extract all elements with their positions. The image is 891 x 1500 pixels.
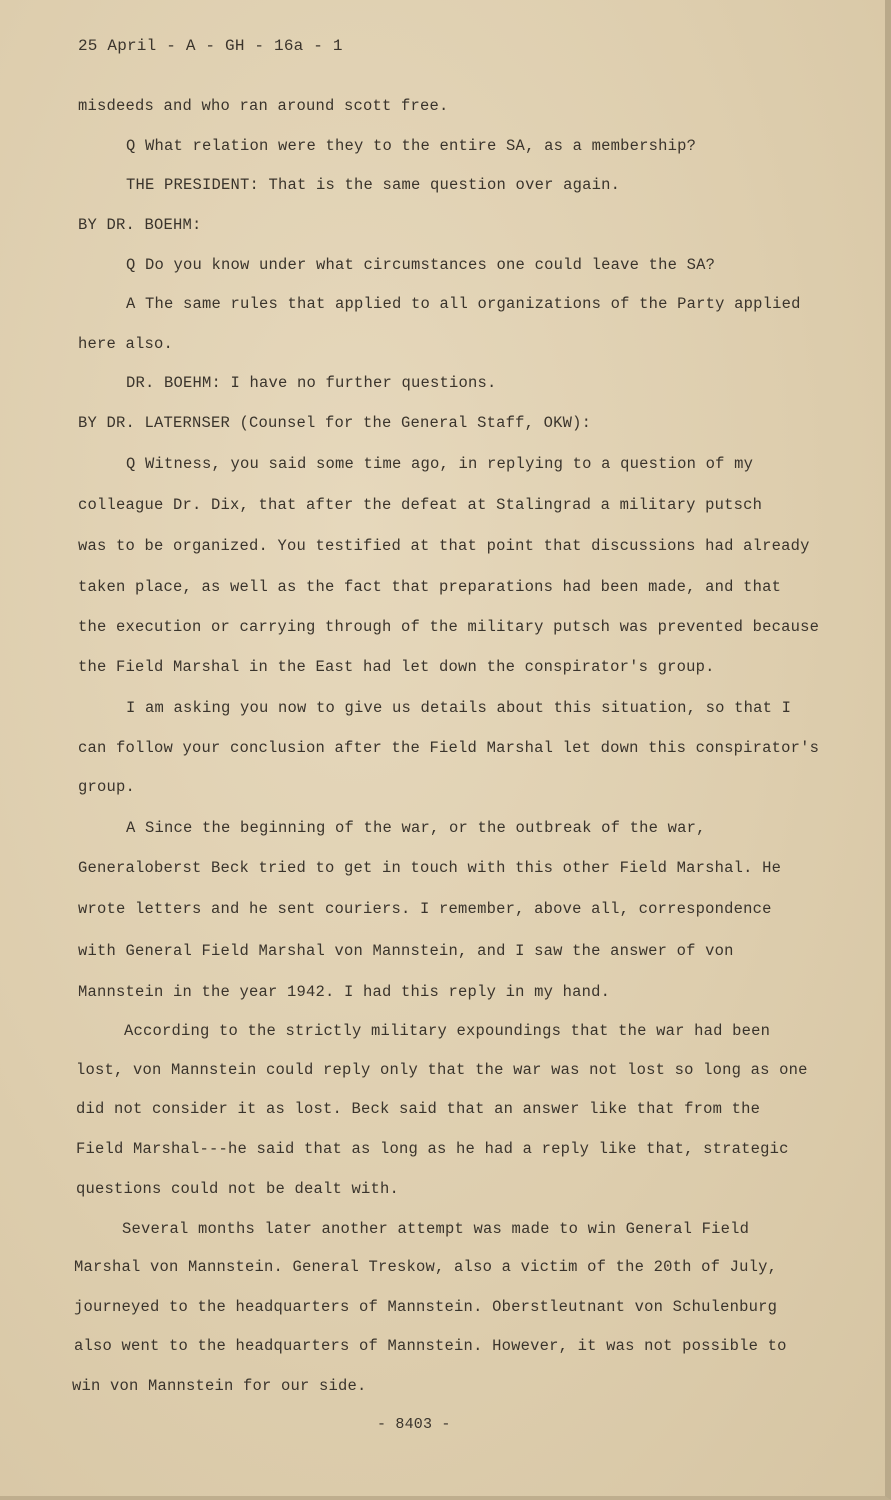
text-line: Several months later another attempt was made to win General Field bbox=[122, 1220, 750, 1238]
text-line: group. bbox=[78, 778, 136, 796]
text-line: Field Marshal---he said that as long as he had a reply like that, strategic bbox=[76, 1140, 789, 1158]
text-line: BY DR. BOEHM: bbox=[78, 216, 202, 234]
text-line: the Field Marshal in the East had let down the conspirator's group. bbox=[78, 658, 715, 676]
text-line: Q Witness, you said some time ago, in replying to a question of my bbox=[126, 455, 754, 473]
text-line: Generaloberst Beck tried to get in touch with this other Field Marshal. He bbox=[78, 859, 782, 877]
text-line: BY DR. LATERNSER (Counsel for the General Staff, OKW): bbox=[78, 414, 592, 432]
text-line: Q Do you know under what circumstances one could leave the SA? bbox=[126, 256, 716, 274]
text-line: can follow your conclusion after the Field Marshal let down this conspirator's bbox=[78, 739, 820, 757]
text-line: lost, von Mannstein could reply only that the war was not lost so long as one bbox=[76, 1061, 808, 1079]
page-number: - 8403 - bbox=[377, 1416, 451, 1433]
text-line: here also. bbox=[78, 335, 174, 353]
text-line: colleague Dr. Dix, that after the defeat at Stalingrad a military putsch bbox=[78, 496, 763, 514]
text-line: According to the strictly military expoundings that the war had been bbox=[124, 1022, 771, 1040]
text-line: also went to the headquarters of Mannstein. However, it was not possible to bbox=[74, 1337, 787, 1355]
text-line: the execution or carrying through of the military putsch was prevented because bbox=[78, 618, 820, 636]
text-line: Mannstein in the year 1942. I had this reply in my hand. bbox=[78, 983, 611, 1001]
text-line: A The same rules that applied to all organizations of the Party applied bbox=[126, 295, 801, 313]
text-line: win von Mannstein for our side. bbox=[72, 1377, 367, 1395]
text-line: A Since the beginning of the war, or the outbreak of the war, bbox=[126, 819, 706, 837]
text-line: with General Field Marshal von Mannstein, and I saw the answer of von bbox=[78, 942, 734, 960]
text-line: questions could not be dealt with. bbox=[76, 1180, 400, 1198]
text-line: misdeeds and who ran around scott free. bbox=[78, 97, 449, 115]
text-line: did not consider it as lost. Beck said that an answer like that from the bbox=[76, 1100, 761, 1118]
text-line: journeyed to the headquarters of Mannstein. Oberstleutnant von Schulenburg bbox=[74, 1298, 778, 1316]
text-line: taken place, as well as the fact that preparations had been made, and that bbox=[78, 578, 782, 596]
page-header: 25 April - A - GH - 16a - 1 bbox=[78, 37, 343, 55]
text-line: wrote letters and he sent couriers. I remember, above all, correspondence bbox=[78, 900, 772, 918]
text-line: I am asking you now to give us details about this situation, so that I bbox=[126, 699, 792, 717]
text-line: Q What relation were they to the entire SA, as a membership? bbox=[126, 137, 697, 155]
text-line: DR. BOEHM: I have no further questions. bbox=[126, 374, 497, 392]
text-line: THE PRESIDENT: That is the same question over again. bbox=[126, 176, 621, 194]
text-line: was to be organized. You testified at that point that discussions had already bbox=[78, 537, 810, 555]
text-line: Marshal von Mannstein. General Treskow, also a victim of the 20th of July, bbox=[74, 1258, 778, 1276]
